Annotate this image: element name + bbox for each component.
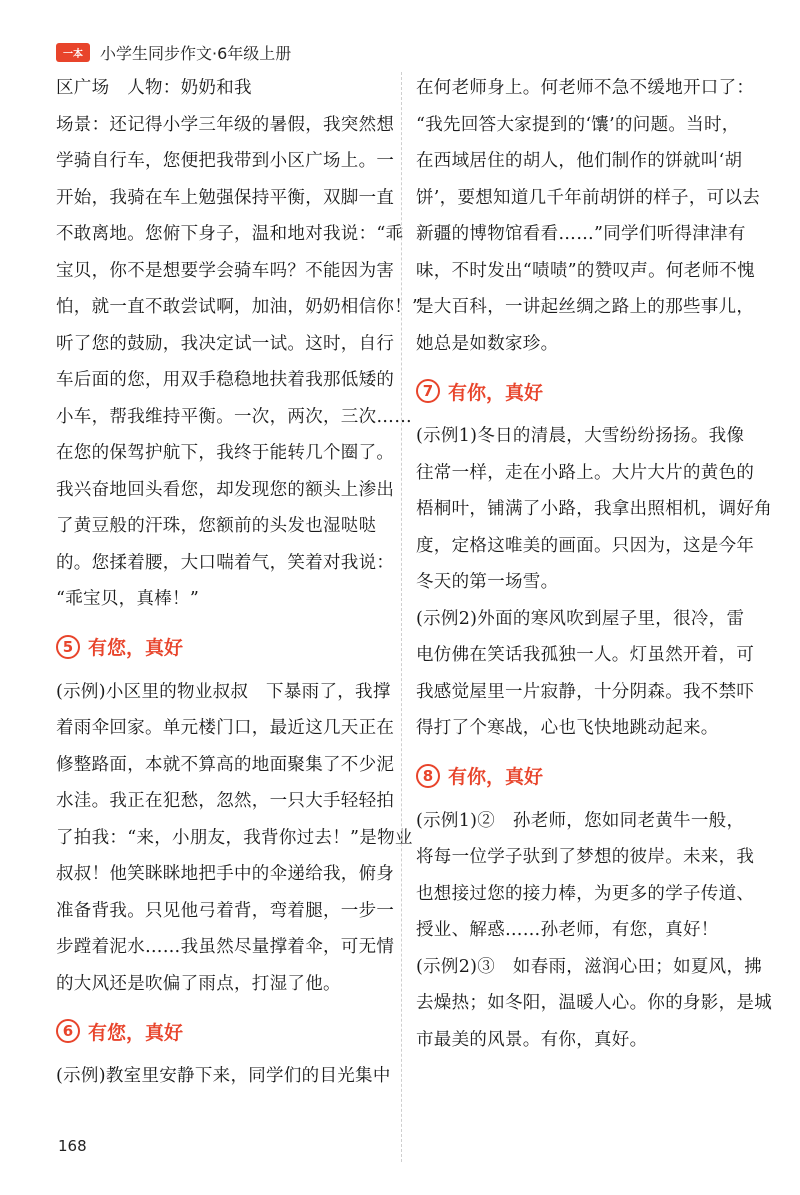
text-line: 车后面的您，用双手稳稳地扶着我那低矮的 — [56, 370, 395, 390]
column-divider — [401, 72, 402, 1162]
text-line: 是大百科，一讲起丝绸之路上的那些事儿， — [416, 297, 755, 317]
text-line: “我先回答大家提到的‘馕’的问题。当时， — [416, 114, 740, 135]
text-line: 学骑自行车，您便把我带到小区广场上。一 — [56, 151, 395, 171]
text-line: 梧桐叶，铺满了小路，我拿出照相机，调好角 — [416, 499, 772, 519]
text-line: (示例1)冬日的清晨，大雪纷纷扬扬。我像 — [416, 426, 745, 446]
text-line: 不敢离地。您俯下身子，温和地对我说：“乖 — [56, 224, 404, 244]
text-line: (示例1)② 孙老师，您如同老黄牛一般， — [416, 810, 745, 831]
text-line: 场景：还记得小学三年级的暑假，我突然想 — [56, 114, 395, 135]
section-number-badge: 8 — [416, 764, 440, 788]
section-heading — [56, 626, 394, 668]
text-line: 授业、解惑……孙老师，有您，真好！ — [416, 920, 719, 940]
text-line: 了拍我：“来，小朋友，我背你过去！”是物业 — [56, 827, 413, 848]
text-line: 我感觉屋里一片寂静，十分阴森。我不禁吓 — [416, 681, 755, 702]
text-line: 叔叔！他笑眯眯地把手中的伞递给我，俯身 — [56, 864, 395, 884]
book-title: 小学生同步作文·6年级上册 — [100, 43, 292, 63]
text-line: “乖宝贝，真棒！” — [56, 589, 200, 609]
text-line: 去燥热；如冬阳，温暖人心。你的身影，是城 — [416, 993, 772, 1013]
left-column — [56, 70, 422, 1095]
section-heading — [416, 370, 752, 412]
text-line: 了黄豆般的汗珠，您额前的头发也湿哒哒 — [56, 516, 377, 536]
text-line: 新疆的博物馆看看……”同学们听得津津有 — [416, 224, 746, 244]
text-line: 水洼。我正在犯愁，忽然，一只大手轻轻拍 — [56, 791, 395, 811]
text-line: 度，定格这唯美的画面。只因为，这是今年 — [416, 535, 755, 556]
text-line: 宝贝，你不是想要学会骑车吗？不能因为害 — [56, 260, 395, 281]
text-paragraph — [416, 418, 772, 747]
text-line: 电仿佛在笑话我孤独一人。灯虽然开着，可 — [416, 645, 755, 665]
text-paragraph — [416, 70, 761, 362]
text-line: 市最美的风景。有你，真好。 — [416, 1029, 648, 1050]
text-line: 将每一位学子驮到了梦想的彼岸。未来，我 — [416, 847, 755, 867]
text-line: 饼’，要想知道几千年前胡饼的样子，可以去 — [416, 187, 761, 208]
text-line: 怕，就一直不敢尝试啊，加油，奶奶相信你！” — [56, 297, 422, 317]
text-line: (示例)小区里的物业叔叔 下暴雨了，我撑 — [56, 681, 391, 702]
text-line: 小车，帮我维持平衡。一次，两次，三次…… — [56, 406, 412, 427]
series-badge: 一本 — [56, 43, 90, 62]
text-paragraph — [56, 1058, 394, 1095]
text-line: 得打了个寒战，心也飞快地跳动起来。 — [416, 718, 719, 738]
text-line: 的大风还是吹偏了雨点，打湿了他。 — [56, 973, 341, 994]
page-header — [56, 39, 291, 65]
page-number: 168 — [58, 1137, 87, 1155]
section-title: 有你，真好 — [448, 381, 544, 404]
text-line: 在何老师身上。何老师不急不缓地开口了： — [416, 78, 755, 98]
section-number-badge: 7 — [416, 379, 440, 403]
text-paragraph — [56, 674, 413, 1003]
section-title: 有您，真好 — [88, 1021, 184, 1044]
text-line: 冬天的第一场雪。 — [416, 572, 559, 592]
section-title: 有你，真好 — [448, 766, 544, 788]
text-line: 味，不时发出“啧啧”的赞叹声。何老师不愧 — [416, 260, 755, 281]
text-line: (示例)教室里安静下来，同学们的目光集中 — [56, 1066, 391, 1086]
text-line: 听了您的鼓励，我决定试一试。这时，自行 — [56, 333, 395, 354]
text-line: 区广场 人物：奶奶和我 — [56, 78, 252, 98]
text-line: 步蹚着泥水……我虽然尽量撑着伞，可无情 — [56, 937, 395, 957]
text-paragraph — [56, 70, 422, 618]
text-line: 着雨伞回家。单元楼门口，最近这几天正在 — [56, 718, 395, 738]
text-line: 我兴奋地回头看您，却发现您的额头上渗出 — [56, 479, 395, 500]
text-line: 在您的保驾护航下，我终于能转几个圈了。 — [56, 443, 395, 463]
section-number-badge: 6 — [56, 1019, 80, 1043]
right-column — [416, 70, 772, 1058]
text-line: 的。您揉着腰，大口喘着气，笑着对我说： — [56, 552, 395, 573]
section-heading — [56, 1010, 394, 1052]
text-line: 修整路面，本就不算高的地面聚集了不少泥 — [56, 754, 395, 775]
text-line: 也想接过您的接力棒，为更多的学子传道、 — [416, 883, 755, 904]
text-line: 往常一样，走在小路上。大片大片的黄色的 — [416, 462, 755, 483]
text-line: (示例2)外面的寒风吹到屋子里，很冷，雷 — [416, 608, 745, 629]
text-line: 准备背我。只见他弓着背，弯着腿，一步一 — [56, 900, 395, 921]
section-heading — [416, 755, 752, 797]
text-line: 她总是如数家珍。 — [416, 333, 559, 354]
text-paragraph — [416, 803, 772, 1059]
text-line: 在西域居住的胡人，他们制作的饼就叫‘胡 — [416, 151, 743, 171]
text-line: (示例2)③ 如春雨，滋润心田；如夏风，拂 — [416, 956, 763, 977]
section-number-badge: 5 — [56, 635, 80, 659]
text-line: 开始，我骑在车上勉强保持平衡，双脚一直 — [56, 187, 395, 208]
section-title: 有您，真好 — [88, 637, 184, 659]
